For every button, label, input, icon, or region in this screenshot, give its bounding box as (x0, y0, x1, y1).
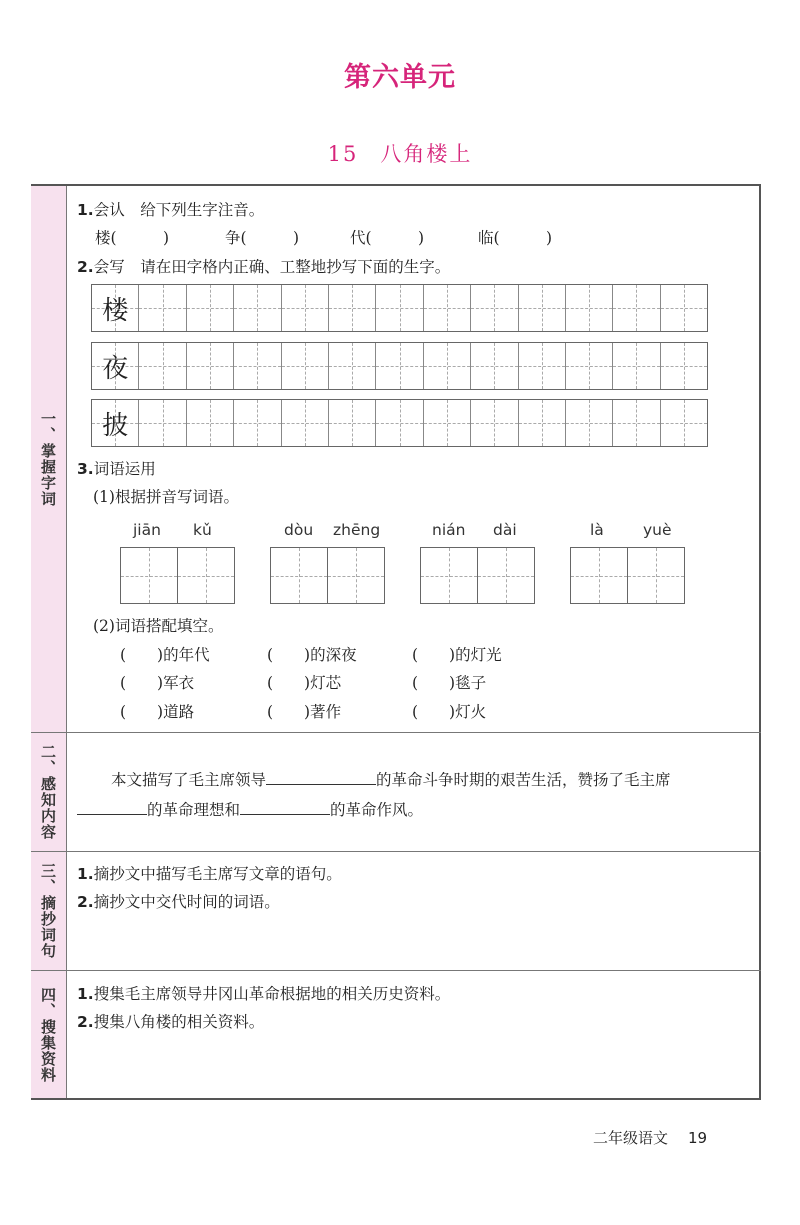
section-divider (31, 970, 761, 971)
s2-text: 的革命理想和 (147, 801, 241, 819)
grid-cell[interactable] (519, 400, 566, 446)
grid-cell[interactable] (424, 285, 471, 331)
match-item[interactable]: ( )道路 (120, 703, 195, 721)
section-1-label: 一、掌握字词 (39, 411, 57, 507)
pinyin: yuè (643, 521, 672, 539)
lesson-title (0, 138, 800, 168)
grid-cell (92, 400, 139, 446)
item-text: 搜集八角楼的相关资料。 (93, 1013, 265, 1031)
word-writing-box[interactable] (570, 547, 685, 604)
pinyin: jiān (133, 521, 161, 539)
grid-cell[interactable] (234, 343, 281, 389)
grid-cell[interactable] (661, 285, 707, 331)
q3-sub1: (1)根据拼音写词语。 (93, 488, 239, 506)
match-item[interactable]: ( )军衣 (120, 674, 195, 692)
grid-cell[interactable] (661, 343, 707, 389)
item-text: 摘抄文中描写毛主席写文章的语句。 (93, 865, 342, 883)
word-writing-box[interactable] (420, 547, 535, 604)
fill-blank[interactable] (77, 798, 147, 815)
grid-cell[interactable] (139, 285, 186, 331)
grid-cell[interactable] (139, 343, 186, 389)
section-4-label: 四、搜集资料 (39, 986, 57, 1083)
grid-cell[interactable] (187, 400, 234, 446)
model-character: 夜 (102, 353, 129, 384)
q1-number: 1. (77, 201, 94, 219)
item-number: 1. (77, 985, 94, 1003)
grid-cell[interactable] (329, 343, 376, 389)
match-item[interactable]: ( )著作 (267, 703, 342, 721)
grid-cell[interactable] (139, 400, 186, 446)
grid-cell (92, 343, 139, 389)
grid-cell[interactable] (519, 285, 566, 331)
s2-text: 的革命作风。 (330, 801, 424, 819)
q3-heading (77, 457, 156, 479)
s2-line-2 (77, 798, 423, 820)
pinyin: dài (493, 521, 517, 539)
item-number: 1. (77, 865, 94, 883)
match-item[interactable]: ( )灯火 (412, 703, 487, 721)
s2-text: 的革命斗争时期的艰苦生活，赞扬了毛主席 (376, 771, 671, 789)
grid-cell[interactable] (187, 285, 234, 331)
page-footer (593, 1127, 707, 1148)
section-divider (31, 732, 761, 733)
grid-cell[interactable] (424, 343, 471, 389)
lesson-name: 八角楼上 (380, 142, 473, 166)
grid-cell[interactable] (282, 400, 329, 446)
q2-number: 2. (77, 258, 94, 276)
writing-grid-row (91, 284, 708, 332)
lesson-number: 15 (327, 142, 359, 166)
writing-grid-row (91, 399, 708, 447)
s3-item (77, 862, 342, 884)
grid-cell[interactable] (329, 400, 376, 446)
match-item[interactable]: ( )的深夜 (267, 646, 357, 664)
q3-sub2: (2)词语搭配填空。 (93, 617, 224, 635)
q3-number: 3. (77, 460, 94, 478)
s2-line-1 (111, 768, 671, 790)
grid-cell[interactable] (282, 343, 329, 389)
pinyin: kǔ (193, 521, 212, 539)
match-item[interactable]: ( )灯芯 (267, 674, 342, 692)
pinyin: là (590, 521, 604, 539)
grid-cell[interactable] (613, 343, 660, 389)
grid-cell[interactable] (234, 285, 281, 331)
item-text: 摘抄文中交代时间的词语。 (93, 893, 280, 911)
item-number: 2. (77, 1013, 94, 1031)
book-name: 二年级语文 (593, 1129, 669, 1147)
match-item[interactable]: ( )的灯光 (412, 646, 502, 664)
grid-cell[interactable] (471, 400, 518, 446)
grid-cell[interactable] (424, 400, 471, 446)
section-3-sidebar (31, 852, 67, 970)
pinyin: nián (432, 521, 466, 539)
grid-cell[interactable] (282, 285, 329, 331)
word-writing-box[interactable] (120, 547, 235, 604)
writing-grid-row (91, 342, 708, 390)
grid-cell[interactable] (519, 343, 566, 389)
grid-cell[interactable] (234, 400, 281, 446)
section-2-label: 二、感知内容 (39, 744, 57, 840)
fill-blank[interactable] (266, 768, 376, 785)
grid-cell[interactable] (613, 285, 660, 331)
q1-title: 会认 给下列生字注音。 (93, 201, 265, 219)
section-4-sidebar (31, 971, 67, 1098)
s3-item (77, 890, 280, 912)
q1-item[interactable]: 代( ) (350, 229, 425, 247)
grid-cell[interactable] (566, 285, 613, 331)
q1-heading (77, 198, 264, 220)
page-number: 19 (688, 1129, 708, 1147)
item-text: 搜集毛主席领导井冈山革命根据地的相关历史资料。 (93, 985, 451, 1003)
grid-cell[interactable] (376, 343, 423, 389)
grid-cell[interactable] (187, 343, 234, 389)
q1-item[interactable]: 临( ) (478, 229, 553, 247)
item-number: 2. (77, 893, 94, 911)
fill-blank[interactable] (240, 798, 330, 815)
pinyin: zhēng (333, 521, 381, 539)
model-character: 楼 (102, 295, 129, 326)
grid-cell[interactable] (471, 285, 518, 331)
q1-item[interactable]: 争( ) (225, 229, 300, 247)
grid-cell[interactable] (376, 285, 423, 331)
grid-cell[interactable] (329, 285, 376, 331)
q2-title: 会写 请在田字格内正确、工整地抄写下面的生字。 (93, 258, 451, 276)
q3-title: 词语运用 (93, 460, 156, 478)
section-1-sidebar (31, 186, 67, 732)
grid-cell[interactable] (566, 343, 613, 389)
q2-heading (77, 255, 450, 277)
q1-item[interactable]: 楼( ) (95, 229, 170, 247)
grid-cell[interactable] (613, 400, 660, 446)
grid-cell[interactable] (566, 400, 613, 446)
grid-cell[interactable] (376, 400, 423, 446)
model-character: 披 (102, 410, 129, 441)
unit-title: 第六单元 (344, 62, 456, 93)
section-divider (31, 851, 761, 852)
s4-item (77, 982, 450, 1004)
grid-cell[interactable] (471, 343, 518, 389)
pinyin: dòu (284, 521, 314, 539)
match-item[interactable]: ( )的年代 (120, 646, 210, 664)
s2-text: 本文描写了毛主席领导 (111, 771, 267, 789)
match-item[interactable]: ( )毯子 (412, 674, 487, 692)
grid-cell (92, 285, 139, 331)
word-writing-box[interactable] (270, 547, 385, 604)
section-3-label: 三、摘抄词句 (39, 863, 57, 959)
section-2-sidebar (31, 733, 67, 851)
s4-item (77, 1010, 264, 1032)
grid-cell[interactable] (661, 400, 707, 446)
